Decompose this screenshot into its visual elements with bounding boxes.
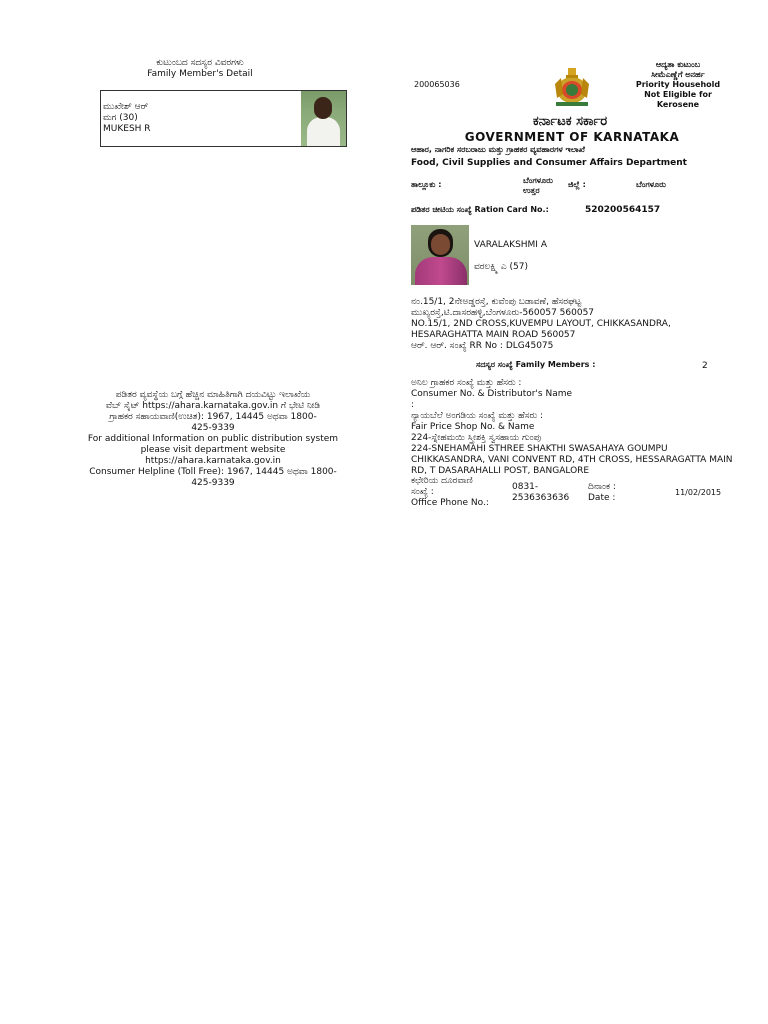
- priority-en: Priority Household: [635, 80, 721, 89]
- member-name-kn: ಮುಖೇಶ್ ಆರ್: [103, 102, 149, 112]
- helpline-info: [78, 390, 348, 489]
- address-block: [411, 297, 731, 352]
- family-detail-title-kn: ಕುಟುಂಬದ ಸದಸ್ಯರ ವಿವರಗಳು: [156, 58, 244, 68]
- help-line: please visit department website: [140, 445, 286, 455]
- rr-number: ಆರ್. ಆರ್. ಸಂಖ್ಯೆ RR No : DLG45075: [411, 341, 554, 351]
- taluk-label: ತಾಲ್ಲೂಕು :: [411, 180, 442, 189]
- head-name-kn: ವರಲಕ್ಷ್ಮಿ ಎ (57): [474, 262, 528, 272]
- help-line: 425-9339: [191, 478, 235, 488]
- taluk-value-1: ಬೆಂಗಳೂರು: [523, 176, 553, 185]
- government-title-kn: ಕರ್ನಾಟಕ ಸರ್ಕಾರ: [532, 114, 608, 129]
- head-name-en: VARALAKSHMI A: [474, 240, 547, 250]
- phone-label-en: Office Phone No.:: [411, 498, 489, 508]
- date-label-en: Date :: [588, 493, 616, 503]
- shop-line: RD, T DASARAHALLI POST, BANGALORE: [411, 466, 590, 476]
- help-line: Consumer Helpline (Toll Free): 1967, 14445 ಅಥವಾ 1800-: [89, 467, 337, 477]
- department-kn: ಆಹಾರ, ನಾಗರಿಕ ಸರಬರಾಜು ಮತ್ತು ಗ್ರಾಹಕರ ವ್ಯವಹಾರಗಳ ಇಲಾಖೆ: [411, 145, 585, 154]
- ration-card-label: ಪಡಿತರ ಚೀಟಿಯ ಸಂಖ್ಯೆ Ration Card No.:: [411, 205, 549, 214]
- phone-value-2: 2536363636: [512, 493, 570, 503]
- shop-line: CHIKKASANDRA, VANI CONVENT RD, 4TH CROSS, HESSARAGATTA MAIN: [411, 455, 733, 465]
- consumer-line: ಅನಿಲ ಗ್ರಾಹಕರ ಸಂಖ್ಯೆ ಮತ್ತು ಹೆಸರು :: [411, 378, 522, 388]
- member-relation: ಮಗ (30): [103, 113, 138, 123]
- shop-line: ನ್ಯಾಯಬೆಲೆ ಅಂಗಡಿಯ ಸಂಖ್ಯೆ ಮತ್ತು ಹೆಸರು :: [411, 411, 544, 421]
- family-detail-title: [100, 58, 300, 80]
- consumer-line: Consumer No. & Distributor's Name: [411, 389, 573, 399]
- member-name-en: MUKESH R: [103, 124, 151, 134]
- shop-line: Fair Price Shop No. & Name: [411, 422, 535, 432]
- priority-kn2: ಸೀಮೆಎಣ್ಣೆಗೆ ಅನರ್ಹ: [651, 70, 705, 79]
- karnataka-emblem-icon: [550, 64, 594, 108]
- phone-label-kn2: ಸಂಖ್ಯೆ :: [411, 487, 434, 497]
- address-line: HESARAGHATTA MAIN ROAD 560057: [411, 330, 576, 340]
- date-value: 11/02/2015: [675, 488, 722, 497]
- district-label: ಜಿಲ್ಲೆ :: [568, 180, 586, 189]
- kerosene: Kerosene: [656, 100, 700, 109]
- phone-value-1: 0831-: [512, 482, 539, 492]
- consumer-line: :: [411, 400, 415, 410]
- ration-card-number: 520200564157: [585, 205, 661, 215]
- consumer-and-shop-block: [411, 378, 731, 477]
- help-line: https://ahara.karnataka.gov.in: [145, 456, 281, 466]
- department-en: Food, Civil Supplies and Consumer Affairs Department: [411, 158, 687, 168]
- help-line: 425-9339: [191, 423, 235, 433]
- help-line: ವೆಬ್ ಸೈಟ್ https://ahara.karnataka.gov.in ಗೆ ಭೇಟಿ ನೀಡಿ: [105, 401, 321, 411]
- family-detail-title-en: Family Member's Detail: [147, 69, 253, 79]
- address-line: ನಂ.15/1, 2ನೇಅಡ್ಡರಸ್ತೆ, ಕುವೆಂಪು ಬಡಾವಣೆ, ಹೆಸರಘಟ್ಟ: [411, 297, 582, 307]
- date-label: [588, 482, 648, 504]
- family-members-count: 2: [702, 361, 708, 371]
- shop-line: 224-SNEHAMAHI STHREE SHAKTHI SWASAHAYA GOUMPU: [411, 444, 668, 454]
- not-eligible: Not Eligible for: [644, 90, 712, 99]
- family-members-label: ಸದಸ್ಯರ ಸಂಖ್ಯೆ Family Members :: [476, 360, 596, 369]
- help-line: For additional Information on public distribution system: [87, 434, 339, 444]
- priority-kn: ಆದ್ಯತಾ ಕುಟುಂಬ: [655, 60, 701, 69]
- family-member-info: [103, 102, 293, 135]
- phone-label-kn: ಕಛೇರಿಯ ದೂರವಾಣಿ: [411, 476, 473, 486]
- government-title-en: GOVERNMENT OF KARNATAKA: [464, 130, 680, 144]
- card-id: 200065036: [414, 80, 460, 89]
- shop-line: 224-ಸ್ನೇಹಮಯಿ ಸ್ತ್ರೀಶಕ್ತಿ ಸ್ವಸಹಾಯ ಗುಂಪು: [411, 433, 541, 443]
- help-line: ಗ್ರಾಹಕರ ಸಹಾಯವಾಣಿ(ಉಚಿತ): 1967, 14445 ಅಥವಾ 1800-: [109, 412, 317, 422]
- office-phone-value: [512, 482, 582, 504]
- head-of-family-photo: [411, 225, 469, 285]
- address-line: ಮುಖ್ಯರಸ್ತೆ,ಟಿ.ದಾಸರಹಳ್ಳಿ,ಬೆಂಗಳೂರು-560057 560057: [411, 308, 595, 318]
- address-line: NO.15/1, 2ND CROSS,KUVEMPU LAYOUT, CHIKKASANDRA,: [411, 319, 671, 329]
- member-photo: [301, 90, 347, 147]
- priority-household-block: [628, 60, 728, 110]
- office-phone-label: [411, 476, 506, 509]
- taluk-value-2: ಉತ್ತರ: [523, 186, 540, 195]
- help-line: ಪಡಿತರ ವ್ಯವಸ್ಥೆಯ ಬಗ್ಗೆ ಹೆಚ್ಚಿನ ಮಾಹಿತಿಗಾಗಿ ದಯವಿಟ್ಟು ಇಲಾಖೆಯ: [115, 390, 311, 400]
- date-label-kn: ದಿನಾಂಕ :: [588, 482, 616, 492]
- district-value: ಬೆಂಗಳೂರು: [636, 180, 666, 189]
